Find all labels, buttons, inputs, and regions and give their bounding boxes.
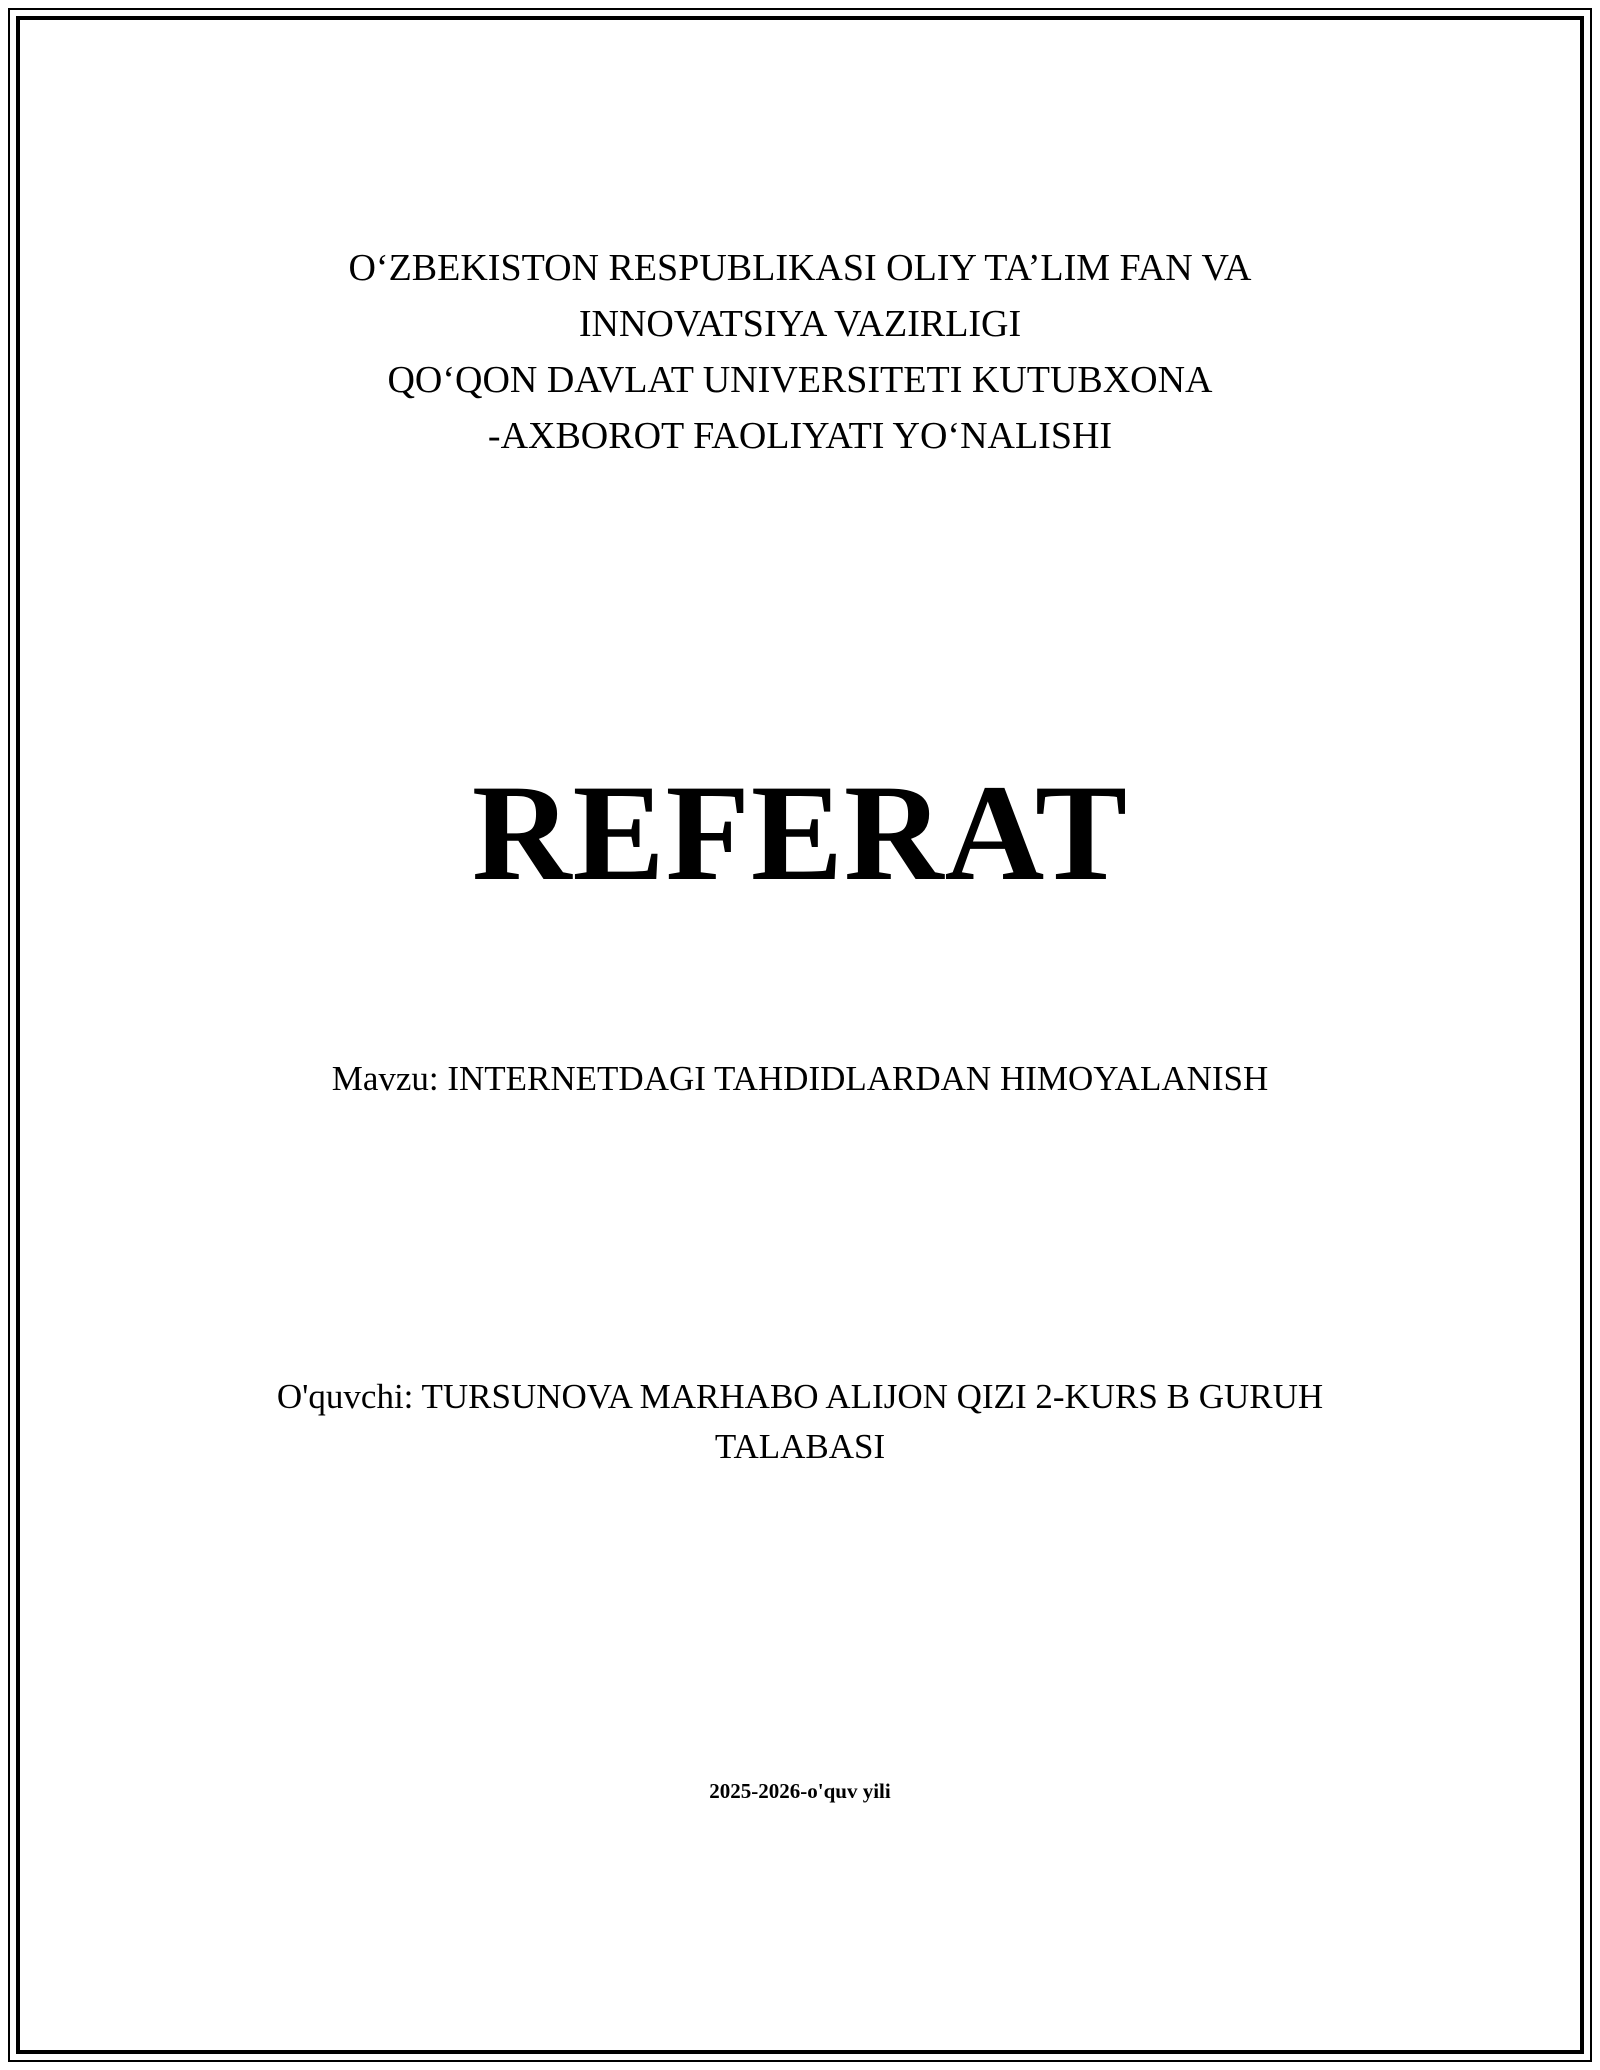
- header-line-3: QO‘QON DAVLAT UNIVERSITETI KUTUBXONA: [387, 359, 1213, 401]
- institution-header: [0, 240, 1600, 464]
- academic-year: 2025-2026-o'quv yili: [709, 1779, 891, 1803]
- student-info: O'quvchi: TURSUNOVA MARHABO ALIJON QIZI 2-KURS B GURUH TALABASI: [276, 1377, 1324, 1466]
- topic-line: Mavzu: INTERNETDAGI TAHDIDLARDAN HIMOYALANISH: [331, 1059, 1269, 1098]
- header-line-2: INNOVATSIYA VAZIRLIGI: [578, 303, 1022, 345]
- header-line-1: O‘ZBEKISTON RESPUBLIKASI OLIY TA’LIM FAN VA: [348, 247, 1252, 289]
- header-line-4: -AXBOROT FAOLIYATI YO‘NALISHI: [487, 415, 1113, 457]
- document-title: REFERAT: [471, 756, 1129, 909]
